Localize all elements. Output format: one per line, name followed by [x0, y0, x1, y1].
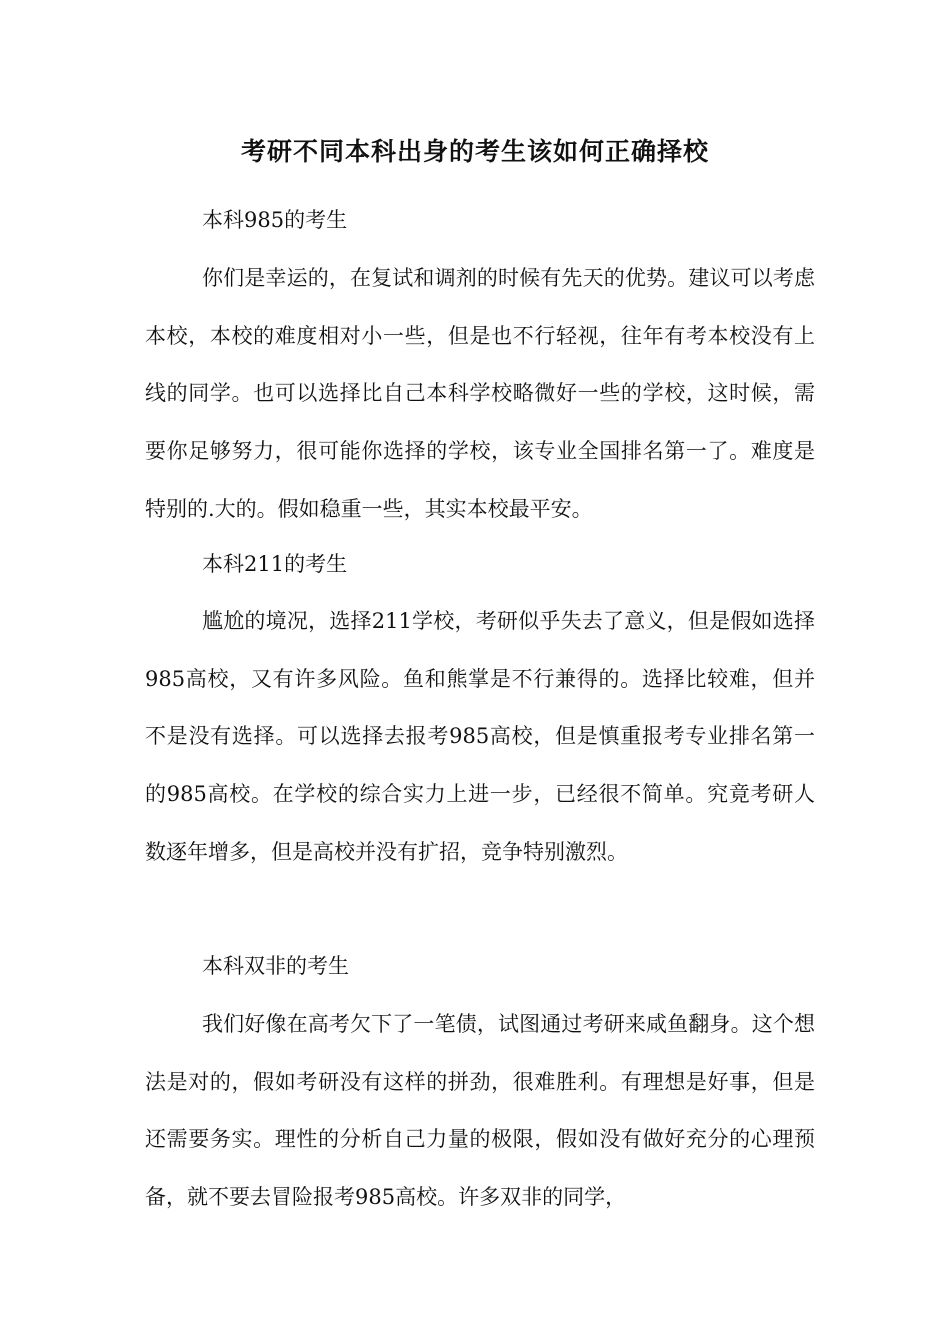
- section-heading-985: 本科985的考生: [202, 208, 348, 232]
- section-body-985: 你们是幸运的，在复试和调剂的时候有先天的优势。建议可以考虑本校，本校的难度相对小一些，但是也不行轻视，往年有考本校没有上线的同学。也可以选择比自己本科学校略微好一些的学校，这时候，需要你足够努力，很可能你选择的学校，该专业全国排名第一了。难度是特别的.大的。假如稳重一些，其实本校最平安。: [145, 266, 815, 521]
- section-heading-double-non: 本科双非的考生: [202, 954, 349, 978]
- document-title: 考研不同本科出身的考生该如何正确择校: [240, 137, 709, 166]
- section-heading-211: 本科211的考生: [202, 552, 348, 576]
- section-body-211: 尴尬的境况，选择211学校，考研似乎失去了意义，但是假如选择985高校，又有许多风险。鱼和熊掌是不行兼得的。选择比较难，但并不是没有选择。可以选择去报考985高校，但是慎重报考专业排名第一的985高校。在学校的综合实力上进一步，已经很不简单。究竟考研人数逐年增多，但是高校并没有扩招，竞争特别激烈。: [145, 609, 815, 864]
- section-body-double-non: 我们好像在高考欠下了一笔债，试图通过考研来咸鱼翻身。这个想法是对的，假如考研没有这样的拼劲，很难胜利。有理想是好事，但是还需要务实。理性的分析自己力量的极限，假如没有做好充分的心理预备，就不要去冒险报考985高校。许多双非的同学，: [145, 1012, 815, 1210]
